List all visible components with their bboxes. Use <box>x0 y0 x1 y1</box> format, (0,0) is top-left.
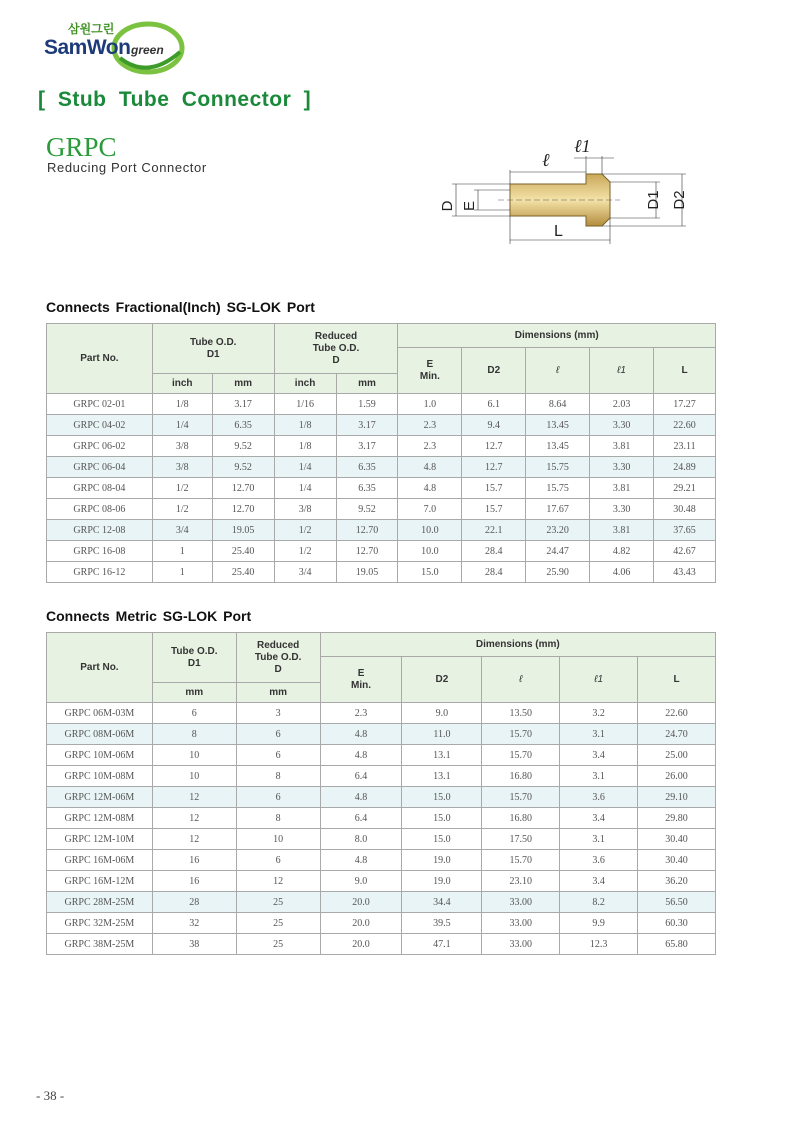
col-l: ℓ <box>482 657 560 703</box>
table-cell: 15.7 <box>462 478 526 499</box>
col-e-min: E Min. <box>320 657 402 703</box>
part-number-cell: GRPC 38M-25M <box>47 934 153 955</box>
table-cell: 3 <box>236 703 320 724</box>
table-cell: 3.81 <box>590 436 654 457</box>
table-cell: 43.43 <box>654 562 716 583</box>
table-cell: 4.8 <box>398 457 462 478</box>
table-cell: 4.8 <box>320 787 402 808</box>
diagram-label-d2: D2 <box>671 190 688 210</box>
table-cell: 15.70 <box>482 850 560 871</box>
table-row <box>47 478 716 499</box>
table-cell: 22.1 <box>462 520 526 541</box>
table-cell: 8 <box>236 766 320 787</box>
table-cell: 13.45 <box>526 436 590 457</box>
table-cell: 1/16 <box>274 394 336 415</box>
table-cell: 3.2 <box>560 703 638 724</box>
table-cell: 22.60 <box>638 703 716 724</box>
col-l1: ℓ1 <box>560 657 638 703</box>
table-cell: 8 <box>152 724 236 745</box>
table-cell: 9.9 <box>560 913 638 934</box>
model-code: GRPC <box>46 132 117 162</box>
table-cell: 1/4 <box>152 415 212 436</box>
table-cell: 12.3 <box>560 934 638 955</box>
table-row <box>47 913 716 934</box>
table-cell: 17.67 <box>526 499 590 520</box>
table-cell: 23.20 <box>526 520 590 541</box>
table-cell: 10.0 <box>398 520 462 541</box>
table1-title: Connects Fractional(Inch) SG-LOK Port <box>46 299 315 315</box>
unit-inch: inch <box>274 374 336 394</box>
part-number-cell: GRPC 08-06 <box>47 499 153 520</box>
col-part-no: Part No. <box>47 633 153 703</box>
table-cell: 8.0 <box>320 829 402 850</box>
table-cell: 47.1 <box>402 934 482 955</box>
col-dimensions: Dimensions (mm) <box>398 324 716 348</box>
table-cell: 9.4 <box>462 415 526 436</box>
table-cell: 3.81 <box>590 520 654 541</box>
table-cell: 32 <box>152 913 236 934</box>
fractional-port-table <box>46 323 716 583</box>
table-row <box>47 703 716 724</box>
table-cell: 3/8 <box>152 436 212 457</box>
table-cell: 3.4 <box>560 808 638 829</box>
unit-mm: mm <box>236 683 320 703</box>
table-cell: 3.1 <box>560 724 638 745</box>
diagram-label-L: L <box>554 223 563 240</box>
part-number-cell: GRPC 06M-03M <box>47 703 153 724</box>
part-number-cell: GRPC 16M-06M <box>47 850 153 871</box>
table-cell: 6 <box>152 703 236 724</box>
table-cell: 17.50 <box>482 829 560 850</box>
table-cell: 3.4 <box>560 745 638 766</box>
logo-suffix-text: green <box>131 43 164 57</box>
table-cell: 9.52 <box>212 436 274 457</box>
table-cell: 3/4 <box>152 520 212 541</box>
page-number: - 38 - <box>36 1088 65 1103</box>
table-row <box>47 829 716 850</box>
table-cell: 65.80 <box>638 934 716 955</box>
unit-mm: mm <box>336 374 398 394</box>
table-cell: 15.70 <box>482 787 560 808</box>
table-cell: 6.4 <box>320 808 402 829</box>
table-cell: 15.70 <box>482 724 560 745</box>
table-cell: 38 <box>152 934 236 955</box>
table-cell: 25 <box>236 913 320 934</box>
table-cell: 29.80 <box>638 808 716 829</box>
table-cell: 16 <box>152 871 236 892</box>
table-cell: 12.7 <box>462 436 526 457</box>
part-number-cell: GRPC 06-02 <box>47 436 153 457</box>
table-cell: 23.11 <box>654 436 716 457</box>
table-cell: 3.6 <box>560 787 638 808</box>
table-cell: 30.48 <box>654 499 716 520</box>
table-cell: 6 <box>236 850 320 871</box>
table-cell: 9.0 <box>320 871 402 892</box>
table-cell: 8.2 <box>560 892 638 913</box>
table-cell: 19.0 <box>402 871 482 892</box>
table-cell: 33.00 <box>482 934 560 955</box>
part-number-cell: GRPC 12M-08M <box>47 808 153 829</box>
diagram-label-l1: ℓ1 <box>574 136 591 156</box>
part-number-cell: GRPC 06-04 <box>47 457 153 478</box>
table-cell: 6.35 <box>336 478 398 499</box>
table-row <box>47 871 716 892</box>
table-cell: 25.90 <box>526 562 590 583</box>
table-cell: 2.3 <box>320 703 402 724</box>
table-cell: 22.60 <box>654 415 716 436</box>
table-cell: 3.30 <box>590 457 654 478</box>
table-cell: 10 <box>152 766 236 787</box>
table-cell: 20.0 <box>320 892 402 913</box>
table-row <box>47 766 716 787</box>
col-l1: ℓ1 <box>590 348 654 394</box>
table-cell: 24.89 <box>654 457 716 478</box>
table-cell: 33.00 <box>482 892 560 913</box>
table-cell: 1/2 <box>152 499 212 520</box>
table-cell: 12 <box>152 829 236 850</box>
table-cell: 1/2 <box>152 478 212 499</box>
col-L: L <box>638 657 716 703</box>
table-cell: 3.1 <box>560 829 638 850</box>
table-cell: 12.70 <box>336 520 398 541</box>
table-cell: 34.4 <box>402 892 482 913</box>
table-cell: 15.0 <box>402 829 482 850</box>
col-d2: D2 <box>462 348 526 394</box>
table-cell: 15.75 <box>526 457 590 478</box>
table-cell: 4.8 <box>320 724 402 745</box>
table-cell: 13.1 <box>402 766 482 787</box>
part-number-cell: GRPC 02-01 <box>47 394 153 415</box>
part-number-cell: GRPC 16M-12M <box>47 871 153 892</box>
table-row <box>47 850 716 871</box>
table-row <box>47 724 716 745</box>
table-cell: 20.0 <box>320 934 402 955</box>
unit-mm: mm <box>152 683 236 703</box>
table-row <box>47 457 716 478</box>
table-row <box>47 562 716 583</box>
table-cell: 15.7 <box>462 499 526 520</box>
table-cell: 12.70 <box>336 541 398 562</box>
diagram-label-d1: D1 <box>645 190 662 210</box>
table-cell: 9.52 <box>212 457 274 478</box>
table-row <box>47 934 716 955</box>
col-reduced-tube-od: Reduced Tube O.D. D <box>236 633 320 683</box>
table-cell: 3.81 <box>590 478 654 499</box>
model-description: Reducing Port Connector <box>47 160 207 175</box>
table-cell: 4.06 <box>590 562 654 583</box>
table-cell: 29.21 <box>654 478 716 499</box>
part-number-cell: GRPC 10M-06M <box>47 745 153 766</box>
col-e-min: E Min. <box>398 348 462 394</box>
table-cell: 1/4 <box>274 478 336 499</box>
col-L: L <box>654 348 716 394</box>
table-cell: 15.0 <box>398 562 462 583</box>
table-cell: 1/2 <box>274 520 336 541</box>
part-number-cell: GRPC 28M-25M <box>47 892 153 913</box>
table-cell: 28.4 <box>462 562 526 583</box>
part-number-cell: GRPC 08M-06M <box>47 724 153 745</box>
table-cell: 1/8 <box>274 415 336 436</box>
unit-mm: mm <box>212 374 274 394</box>
table-cell: 6.35 <box>212 415 274 436</box>
table-cell: 3.17 <box>336 436 398 457</box>
col-tube-od: Tube O.D. D1 <box>152 633 236 683</box>
table-cell: 4.8 <box>320 850 402 871</box>
table-cell: 60.30 <box>638 913 716 934</box>
table-cell: 11.0 <box>402 724 482 745</box>
table-cell: 28 <box>152 892 236 913</box>
table-cell: 3.17 <box>212 394 274 415</box>
table-cell: 10 <box>236 829 320 850</box>
section-title: [ Stub Tube Connector ] <box>38 88 312 111</box>
table-cell: 39.5 <box>402 913 482 934</box>
logo-korean-text: 삼원그린 <box>68 22 115 36</box>
part-number-cell: GRPC 16-08 <box>47 541 153 562</box>
unit-inch: inch <box>152 374 212 394</box>
table-cell: 1/2 <box>274 541 336 562</box>
table-cell: 33.00 <box>482 913 560 934</box>
table-cell: 4.8 <box>398 478 462 499</box>
table-cell: 3/4 <box>274 562 336 583</box>
logo-brand-text: SamWon <box>44 36 131 59</box>
table-cell: 3/8 <box>152 457 212 478</box>
table-cell: 13.1 <box>402 745 482 766</box>
table-cell: 3.1 <box>560 766 638 787</box>
table-row <box>47 808 716 829</box>
table-cell: 16.80 <box>482 808 560 829</box>
table-cell: 1/4 <box>274 457 336 478</box>
table-row <box>47 787 716 808</box>
table-cell: 3.17 <box>336 415 398 436</box>
table-cell: 6.35 <box>336 457 398 478</box>
table-cell: 12 <box>152 808 236 829</box>
table-cell: 12.70 <box>212 499 274 520</box>
table-cell: 6 <box>236 787 320 808</box>
table-cell: 1 <box>152 541 212 562</box>
table-cell: 9.0 <box>402 703 482 724</box>
table-cell: 15.0 <box>402 808 482 829</box>
col-part-no: Part No. <box>47 324 153 394</box>
table-cell: 24.47 <box>526 541 590 562</box>
connector-diagram <box>438 134 688 246</box>
table-cell: 1/8 <box>152 394 212 415</box>
table-cell: 8.64 <box>526 394 590 415</box>
table-cell: 19.05 <box>336 562 398 583</box>
table-cell: 1.59 <box>336 394 398 415</box>
part-number-cell: GRPC 16-12 <box>47 562 153 583</box>
table-cell: 9.52 <box>336 499 398 520</box>
table-cell: 3.30 <box>590 415 654 436</box>
diagram-label-d: D <box>439 200 456 212</box>
table-cell: 3.30 <box>590 499 654 520</box>
table-row <box>47 520 716 541</box>
table-cell: 29.10 <box>638 787 716 808</box>
table-cell: 37.65 <box>654 520 716 541</box>
table-row <box>47 745 716 766</box>
table-cell: 3.4 <box>560 871 638 892</box>
part-number-cell: GRPC 04-02 <box>47 415 153 436</box>
col-dimensions: Dimensions (mm) <box>320 633 715 657</box>
table-cell: 25.00 <box>638 745 716 766</box>
table-cell: 10.0 <box>398 541 462 562</box>
table1-body <box>47 394 716 583</box>
table-cell: 30.40 <box>638 829 716 850</box>
table-cell: 2.3 <box>398 415 462 436</box>
part-number-cell: GRPC 12M-10M <box>47 829 153 850</box>
table-row <box>47 436 716 457</box>
col-reduced-tube-od: Reduced Tube O.D. D <box>274 324 398 374</box>
table-row <box>47 499 716 520</box>
table-cell: 15.70 <box>482 745 560 766</box>
table-cell: 23.10 <box>482 871 560 892</box>
table-row <box>47 415 716 436</box>
table-cell: 3.6 <box>560 850 638 871</box>
table-cell: 28.4 <box>462 541 526 562</box>
table-cell: 12.70 <box>212 478 274 499</box>
table-cell: 4.8 <box>320 745 402 766</box>
table-cell: 6 <box>236 745 320 766</box>
table-cell: 2.03 <box>590 394 654 415</box>
table-cell: 42.67 <box>654 541 716 562</box>
col-l: ℓ <box>526 348 590 394</box>
table-cell: 1.0 <box>398 394 462 415</box>
table-cell: 8 <box>236 808 320 829</box>
table-cell: 25.40 <box>212 562 274 583</box>
table-row <box>47 394 716 415</box>
diagram-label-l: ℓ <box>542 150 550 170</box>
table-cell: 24.70 <box>638 724 716 745</box>
table-row <box>47 892 716 913</box>
table-cell: 16.80 <box>482 766 560 787</box>
table-cell: 19.0 <box>402 850 482 871</box>
table-cell: 20.0 <box>320 913 402 934</box>
table2-body <box>47 703 716 955</box>
brand-logo <box>44 18 184 74</box>
diagram-label-e: E <box>461 200 478 212</box>
table-cell: 1 <box>152 562 212 583</box>
table-cell: 6.4 <box>320 766 402 787</box>
table-cell: 1/8 <box>274 436 336 457</box>
table-cell: 30.40 <box>638 850 716 871</box>
table-cell: 25.40 <box>212 541 274 562</box>
part-number-cell: GRPC 12-08 <box>47 520 153 541</box>
table-cell: 12 <box>152 787 236 808</box>
table-cell: 7.0 <box>398 499 462 520</box>
part-number-cell: GRPC 32M-25M <box>47 913 153 934</box>
table-cell: 12.7 <box>462 457 526 478</box>
table-cell: 6.1 <box>462 394 526 415</box>
col-tube-od: Tube O.D. D1 <box>152 324 274 374</box>
table-cell: 25 <box>236 934 320 955</box>
table-cell: 3/8 <box>274 499 336 520</box>
table-cell: 13.50 <box>482 703 560 724</box>
table-cell: 56.50 <box>638 892 716 913</box>
table-cell: 12 <box>236 871 320 892</box>
table-cell: 13.45 <box>526 415 590 436</box>
table-cell: 16 <box>152 850 236 871</box>
metric-port-table <box>46 632 716 955</box>
table-cell: 19.05 <box>212 520 274 541</box>
col-d2: D2 <box>402 657 482 703</box>
table-cell: 15.0 <box>402 787 482 808</box>
part-number-cell: GRPC 12M-06M <box>47 787 153 808</box>
table-cell: 6 <box>236 724 320 745</box>
table-cell: 36.20 <box>638 871 716 892</box>
table-cell: 10 <box>152 745 236 766</box>
table-cell: 2.3 <box>398 436 462 457</box>
table-cell: 17.27 <box>654 394 716 415</box>
table2-title: Connects Metric SG-LOK Port <box>46 608 252 624</box>
part-number-cell: GRPC 08-04 <box>47 478 153 499</box>
table-cell: 26.00 <box>638 766 716 787</box>
table-cell: 4.82 <box>590 541 654 562</box>
table-cell: 15.75 <box>526 478 590 499</box>
part-number-cell: GRPC 10M-08M <box>47 766 153 787</box>
table-row <box>47 541 716 562</box>
table-cell: 25 <box>236 892 320 913</box>
